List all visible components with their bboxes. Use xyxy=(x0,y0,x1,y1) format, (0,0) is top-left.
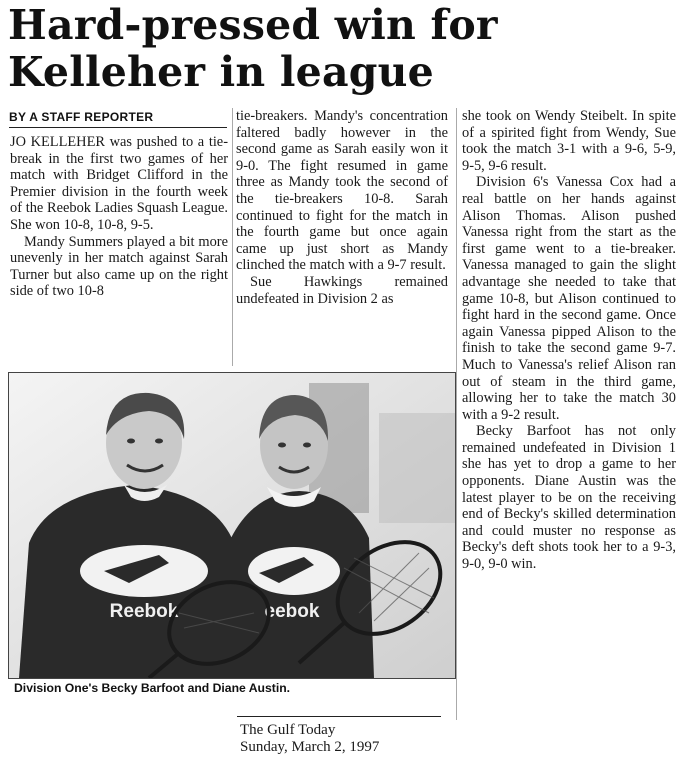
publication-date: Sunday, March 2, 1997 xyxy=(240,739,380,755)
publication-name: The Gulf Today xyxy=(240,722,336,738)
paragraph: she took on Wendy Steibelt. In spite of a spirited fight from Wendy, Sue took the match 3-1 with a 9-6, 5-9, 9-5, 9-6 result. xyxy=(462,108,676,174)
news-photo xyxy=(8,372,456,679)
column-divider xyxy=(456,108,457,720)
photo-caption: Division One's Becky Barfoot and Diane Austin. xyxy=(14,681,291,695)
paragraph: Division 6's Vanessa Cox had a real battle on her hands against Alison Thomas. Alison pushed Vanessa right from the start as the first game went to a tie-breaker. Vanessa managed to gain the slight advantage she needed to take that game 10-8, but Alison continued to fight hard in the second game. Once again Vanessa pipped Alison to the finish to take the second game 9-7. Much to Vanessa's relief Alison ran out of steam in the third game, allowing her to take the match 30 with a 9-2 result. xyxy=(462,174,676,423)
article-column-3 xyxy=(462,108,676,573)
byline-rule xyxy=(9,127,227,128)
headline-line-1: Hard-pressed win for xyxy=(8,1,498,49)
source-block xyxy=(240,722,440,756)
headline xyxy=(8,2,678,96)
byline: BY A STAFF REPORTER xyxy=(9,110,154,124)
paragraph: Mandy Summers played a bit more unevenly in her match against Sarah Turner but also came up on the right side of two 10-8 xyxy=(10,233,228,300)
shirt-logo-left: Reebok xyxy=(109,601,179,622)
source-rule xyxy=(237,716,441,717)
paragraph: tie-breakers. Mandy's concentration faltered badly however in the second game as Sarah easily won it 9-0. The fight resumed in game three as Mandy took the second of the tie-breakers 10-8. Sarah continued to fight for the match in the fourth game but once again came up just short as Mandy clinched the match with a 9-7 result. xyxy=(236,108,448,274)
article-column-1 xyxy=(10,134,228,300)
article-column-2 xyxy=(236,108,448,307)
column-divider xyxy=(232,108,233,366)
paragraph: JO KELLEHER was pushed to a tie-break in the first two games of her match with Bridget Clifford in the Premier division in the fourth week of the Reebok Ladies Squash League. She won 10-8, 10-8, 9-5. xyxy=(10,134,228,233)
headline-line-2: Kelleher in league xyxy=(8,48,434,96)
paragraph: Becky Barfoot has not only remained undefeated in Division 1 she has yet to drop a game to her opponents. Diane Austin was the latest player to be on the receiving end of Becky's skilled determination and could muster no response as Becky's deft shots took her to a 9-3, 9-0, 9-0 win. xyxy=(462,423,676,573)
shirt-logo-right: eebok xyxy=(264,601,320,622)
paragraph: Sue Hawkings remained undefeated in Division 2 as xyxy=(236,273,448,307)
players-illustration xyxy=(9,373,455,678)
